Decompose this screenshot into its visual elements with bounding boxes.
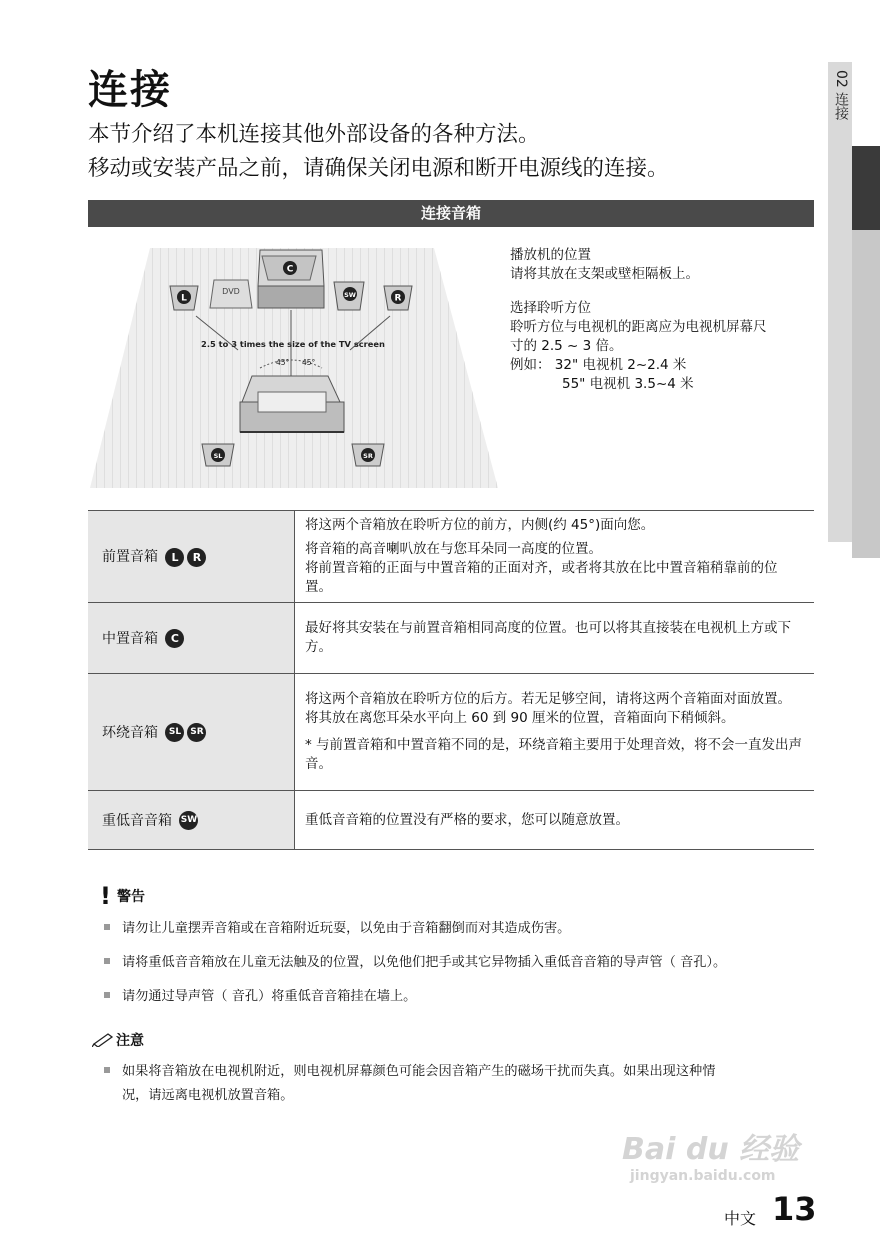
listening-position-title: 选择聆听方位 [510, 300, 591, 316]
footer-language: 中文 [724, 1209, 757, 1228]
svg-text:SW: SW [344, 291, 356, 299]
row-label: 前置音箱 L R [88, 511, 295, 603]
watermark-url: jingyan.baidu.com [630, 1168, 776, 1184]
bullet-icon [104, 924, 110, 930]
warning-heading: ! 警告 [100, 882, 145, 910]
svg-text:DVD: DVD [222, 287, 240, 296]
exclamation-icon: ! [100, 882, 111, 910]
speaker-badge-r: R [187, 548, 206, 567]
table-row [88, 603, 814, 674]
side-tab-label: 02 连接 [833, 70, 849, 121]
listening-sofa [240, 376, 344, 432]
distance-label: 2.5 to 3 times the size of the TV screen [201, 339, 385, 349]
angle-right-label: 45° [302, 358, 316, 367]
svg-text:R: R [394, 293, 402, 304]
warning-item: 请勿让儿童摆弄音箱或在音箱附近玩耍，以免由于音箱翻倒而对其造成伤害。 [104, 918, 814, 940]
speaker-badge-c: C [165, 629, 184, 648]
subwoofer-speaker [334, 282, 364, 310]
row-label: 重低音音箱 SW [88, 791, 295, 850]
example-line-2: 55" 电视机 3.5~4 米 [562, 376, 694, 392]
dvd-player [210, 280, 252, 308]
svg-text:C: C [286, 264, 294, 275]
warning-item: 请将重低音音箱放在儿童无法触及的位置，以免他们把手或其它异物插入重低音音箱的导声管（ 音孔）。 [104, 952, 814, 974]
surround-left-speaker [202, 444, 234, 466]
speaker-badge-sr: SR [187, 723, 206, 742]
surround-right-speaker [352, 444, 384, 466]
svg-text:SL: SL [213, 452, 223, 460]
listening-position-text-1: 聆听方位与电视机的距离应为电视机屏幕尺 [510, 319, 767, 335]
watermark-brand: Bai du 经验 [622, 1132, 800, 1167]
pencil-icon [92, 1031, 116, 1047]
row-description: 最好将其安装在与前置音箱相同高度的位置。也可以将其直接装在电视机上方或下方。 [295, 603, 815, 674]
table-row [88, 511, 814, 603]
row-label: 环绕音箱 SL SR [88, 674, 295, 791]
table-row [88, 674, 814, 791]
placement-info [510, 246, 810, 394]
note-heading: 注意 [92, 1030, 144, 1050]
speaker-badge-l: L [165, 548, 184, 567]
speaker-badge-sw: SW [179, 811, 198, 830]
player-position-title: 播放机的位置 [510, 247, 591, 263]
speaker-table [88, 510, 814, 850]
page-number: 13 [772, 1190, 817, 1228]
speaker-layout-diagram [88, 246, 500, 490]
page-title: 连接 [88, 67, 172, 113]
player-position-text: 请将其放在支架或壁柜隔板上。 [510, 266, 699, 282]
row-description: 重低音音箱的位置没有严格的要求，您可以随意放置。 [295, 791, 815, 850]
listening-position-text-2: 寸的 2.5 ~ 3 倍。 [510, 338, 623, 354]
row-label: 中置音箱 C [88, 603, 295, 674]
front-right-speaker [384, 286, 412, 310]
side-tab-strip [852, 230, 880, 558]
example-line-1: 例如： 32" 电视机 2~2.4 米 [510, 357, 687, 373]
front-left-speaker [170, 286, 198, 310]
bullet-icon [104, 992, 110, 998]
tv-cabinet [258, 250, 324, 308]
svg-text:SR: SR [363, 452, 373, 460]
center-speaker-mark [283, 261, 297, 275]
speaker-badge-sl: SL [165, 723, 184, 742]
bullet-icon [104, 1067, 110, 1073]
warning-item: 请勿通过导声管（ 音孔）将重低音音箱挂在墙上。 [104, 986, 814, 1008]
table-row [88, 791, 814, 850]
intro-line-1: 本节介绍了本机连接其他外部设备的各种方法。 [88, 122, 540, 147]
row-description: 将这两个音箱放在聆听方位的后方。若无足够空间，请将这两个音箱面对面放置。将其放在离您耳朵水平向上 60 到 90 厘米的位置，音箱面向下稍倾斜。 * 与前置音箱和中置音箱不同的是，环绕音箱主要用于处理音效，将不会一直发出声音。 [295, 674, 815, 791]
intro-text [88, 118, 669, 186]
chapter-side-tab [828, 62, 852, 542]
angle-left-label: 45° [276, 358, 290, 367]
section-header-bar: 连接音箱 [88, 200, 814, 227]
bullet-icon [104, 958, 110, 964]
side-tab-marker [852, 146, 880, 230]
intro-line-2: 移动或安装产品之前，请确保关闭电源和断开电源线的连接。 [88, 156, 669, 181]
row-description: 将这两个音箱放在聆听方位的前方，内侧(约 45°)面向您。 将音箱的高音喇叭放在与您耳朵同一高度的位置。 将前置音箱的正面与中置音箱的正面对齐，或者将其放在比中置音箱稍靠前的位置。 [295, 511, 815, 603]
note-text: 如果将音箱放在电视机附近，则电视机屏幕颜色可能会因音箱产生的磁场干扰而失真。如果出现这种情 况，请远离电视机放置音箱。 [104, 1060, 804, 1108]
svg-text:L: L [181, 293, 187, 304]
